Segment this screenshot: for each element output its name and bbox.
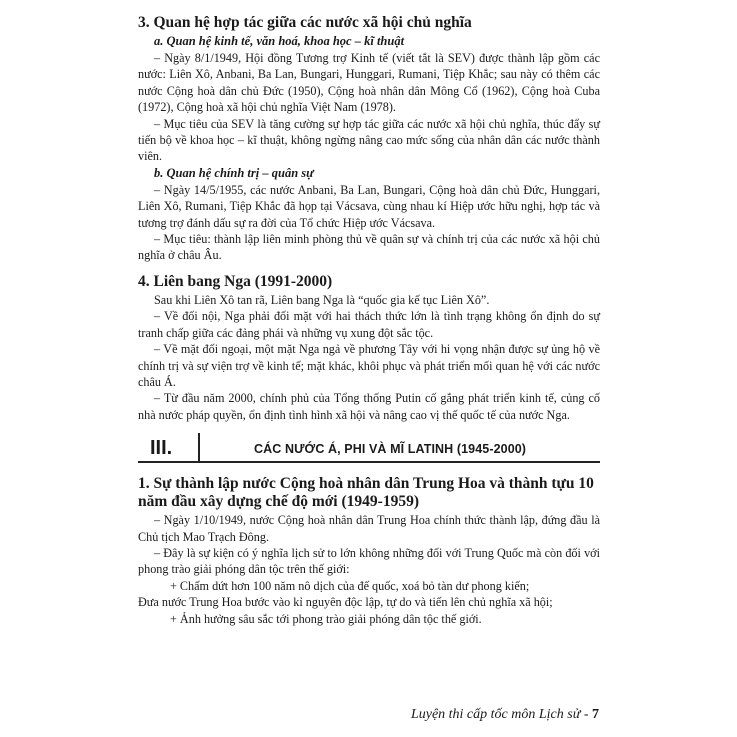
paragraph-russia-foreign: – Về mặt đối ngoại, một mặt Nga ngả về phương Tây với hi vọng nhận được sự ủng hộ về chính trị và sự viện trợ về kinh tế; mặt khác, khôi phục và phát triển mối quan hệ với các nước châu Á. (138, 342, 600, 389)
paragraph-russia-successor: Sau khi Liên Xô tan rã, Liên bang Nga là “quốc gia kế tục Liên Xô”. (154, 292, 490, 307)
paragraph-prc-date: – Ngày 1/10/1949, nước Cộng hoà nhân dân Trung Hoa chính thức thành lập, đứng đầu là Chủ tịch Mao Trạch Đông. (138, 513, 600, 544)
footer-text: Luyện thi cấp tốc môn Lịch sử - (410, 707, 592, 722)
paragraph-russia-putin: – Từ đầu năm 2000, chính phủ của Tổng thống Putin cố gắng phát triển kinh tế, củng cố nhà nước pháp quyền, ổn định tình hình xã hội và nâng cao vị thế quốc tế của nước Nga. (138, 391, 600, 422)
bullet-influence: + Ảnh hưởng sâu sắc tới phong trào giải phóng dân tộc thế giới. (170, 611, 482, 626)
heading-russian-federation: 4. Liên bang Nga (1991-2000) (138, 272, 333, 290)
section-title: CÁC NƯỚC Á, PHI VÀ MĨ LATINH (1945-2000) (254, 442, 527, 457)
section-number: III. (150, 437, 173, 460)
bullet-continuation: Đưa nước Trung Hoa bước vào kỉ nguyên độc lập, tự do và tiến lên chủ nghĩa xã hội; (138, 595, 553, 610)
paragraph-sev-goal: – Mục tiêu của SEV là tăng cường sự hợp tác giữa các nước xã hội chủ nghĩa, thúc đẩy sự tiến bộ về khoa học – kĩ thuật, không ngừng nâng cao mức sống của nhân dân các nước thành viên. (138, 116, 600, 164)
heading-socialist-cooperation: 3. Quan hệ hợp tác giữa các nước xã hội chủ nghĩa (138, 14, 472, 31)
paragraph-russia-domestic: – Về đối nội, Nga phải đối mặt với hai thách thức lớn là tình trạng không ổn định do sự tranh chấp giữa các đảng phái và những vụ xung đột sắc tộc. (138, 309, 600, 340)
paragraph-warsaw-pact: – Ngày 14/5/1955, các nước Anbani, Ba Lan, Bungari, Cộng hoà dân chủ Đức, Hunggari, Liên Xô, Rumani, Tiệp Khắc đã họp tại Vácsava, cùng nhau kí Hiệp ước hữu nghị, hợp tác và tương trợ đánh dấu sự ra đời của Tổ chức Hiệp ước Vácsava. (138, 182, 600, 230)
page-number: 7 (592, 707, 599, 722)
page-footer (411, 707, 599, 723)
subheading-economic: a. Quan hệ kinh tế, văn hoá, khoa học – kĩ thuật (154, 34, 405, 48)
paragraph-sev-founding: – Ngày 8/1/1949, Hội đồng Tương trợ Kinh tế (viết tắt là SEV) được thành lập gồm các nước: Liên Xô, Anbani, Ba Lan, Bungari, Hunggari, Rumani, Tiệp Khắc; sau này có thêm các nước Cộng hoà dân chủ Đức (1950), Cộng hoà nhân dân Mông Cổ (1962), Cộng hoà Cuba (1972), Cộng hoà xã hội chủ nghĩa Việt Nam (1978). (138, 51, 600, 115)
heading-prc-founding: 1. Sự thành lập nước Cộng hoà nhân dân Trung Hoa và thành tựu 10 năm đầu xây dựng chế độ mới (1949-1959) (138, 475, 594, 511)
section-divider (198, 433, 200, 463)
bullet-end-domination: + Chấm dứt hơn 100 năm nô dịch của đế quốc, xoá bỏ tàn dư phong kiến; (170, 578, 530, 593)
paragraph-prc-significance: – Đây là sự kiện có ý nghĩa lịch sử to lớn không những đối với Trung Quốc mà còn đối với phong trào giải phóng dân tộc trên thế giới: (138, 545, 600, 577)
section-header-bar (138, 435, 600, 463)
subheading-political-military: b. Quan hệ chính trị – quân sự (154, 165, 314, 180)
paragraph-warsaw-goal: – Mục tiêu: thành lập liên minh phòng thủ về quân sự và chính trị của các nước xã hội chủ nghĩa ở châu Âu. (138, 232, 600, 263)
page-content (138, 14, 600, 627)
